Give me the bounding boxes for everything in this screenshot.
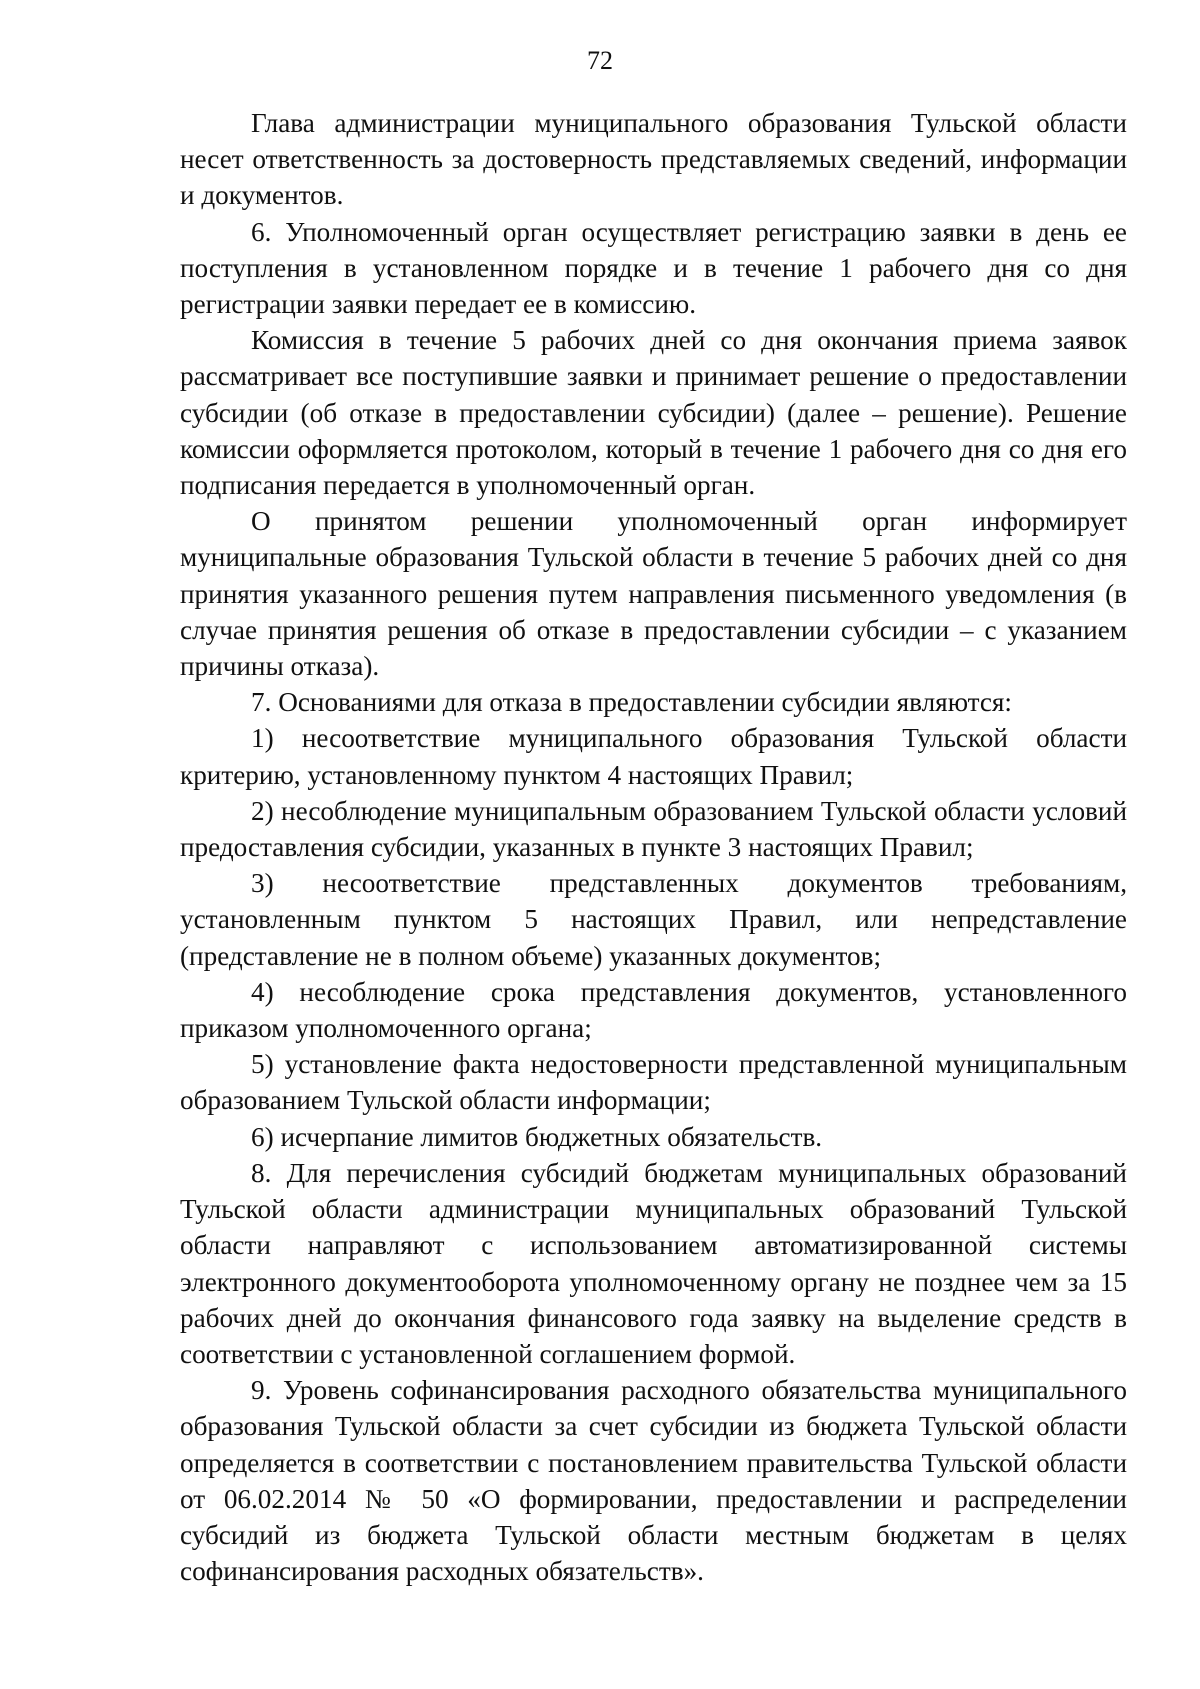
paragraph-head-responsibility: Глава администрации муниципального образования Тульской области несет ответственность за достоверность представляемых сведений, информации и документов. — [180, 108, 1127, 211]
paragraph-item-7: 7. Основаниями для отказа в предоставлении субсидии являются: — [251, 687, 1012, 718]
paragraph-item-7-6: 6) исчерпание лимитов бюджетных обязательств. — [251, 1121, 823, 1152]
paragraph-item-6: 6. Уполномоченный орган осуществляет регистрацию заявки в день ее поступления в установленном порядке и в течение 1 рабочего дня со дня регистрации заявки передает ее в комиссию. — [180, 216, 1127, 320]
paragraph-item-7-2: 2) несоблюдение муниципальным образованием Тульской области условий предоставления субсидии, указанных в пункте 3 настоящих Правил; — [180, 795, 1127, 863]
paragraph-item-9: 9. Уровень софинансирования расходного обязательства муниципального образования Тульской области за счет субсидии из бюджета Тульской области определяется в соответствии с постановлением правительства Тульской области от 06.02.2014 № 50 «О формировании, предоставлении и распределении субсидий из бюджета Тульской области местным бюджетам в целях софинансирования расходных обязательств». — [180, 1375, 1127, 1587]
document-body — [180, 105, 1127, 1589]
paragraph-item-8: 8. Для перечисления субсидий бюджетам муниципальных образований Тульской области администрации муниципальных образований Тульской области направляют с использованием автоматизированной системы электронного документооборота уполномоченному органу не позднее чем за 15 рабочих дней до окончания финансового года заявку на выделение средств в соответствии с установленной соглашением формой. — [180, 1157, 1127, 1369]
paragraph-item-7-1: 1) несоответствие муниципального образования Тульской области критерию, установленному пунктом 4 настоящих Правил; — [180, 723, 1127, 790]
paragraph-notification: О принятом решении уполномоченный орган информирует муниципальные образования Тульской области в течение 5 рабочих дней со дня принятия указанного решения путем направления письменного уведомления (в случае принятия решения об отказе в предоставлении субсидии – с указанием причины отказа). — [180, 506, 1127, 682]
paragraph-commission: Комиссия в течение 5 рабочих дней со дня окончания приема заявок рассматривает все поступившие заявки и принимает решение о предоставлении субсидии (об отказе в предоставлении субсидии) (далее – решение). Решение комиссии оформляется протоколом, который в течение 1 рабочего дня со дня его подписания передается в уполномоченный орган. — [180, 325, 1127, 501]
paragraph-item-7-4: 4) несоблюдение срока представления документов, установленного приказом уполномоченного органа; — [180, 976, 1127, 1044]
paragraph-item-7-5: 5) установление факта недостоверности представленной муниципальным образованием Тульской области информации; — [180, 1049, 1127, 1116]
page-number: 72 — [587, 46, 613, 75]
paragraph-item-7-3: 3) несоответствие представленных документов требованиям, установленным пунктом 5 настоящих Правил, или непредставление (представление не в полном объеме) указанных документов; — [180, 868, 1127, 971]
